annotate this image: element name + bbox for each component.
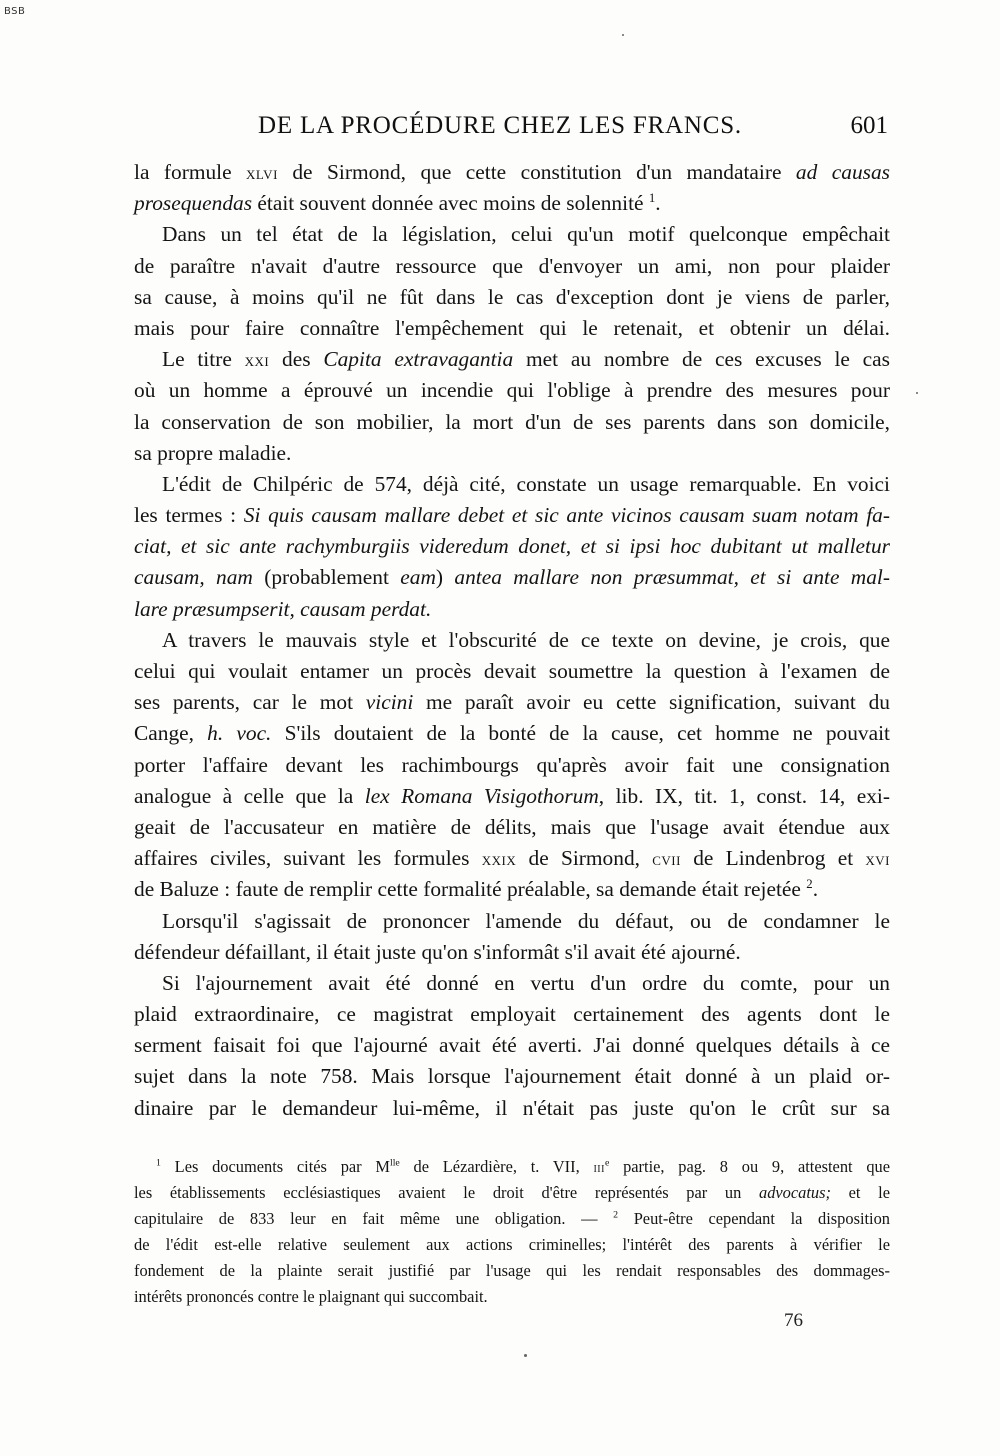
text-line: ciat, et sic ante rachymburgiis videredum donet, et si ipsi hoc dubitant ut malletur [134,534,890,559]
text-line: Cange, h. voc. S'ils doutaient de la bonté de la cause, cet homme ne pouvait [134,721,891,746]
text-line: dinaire par le demandeur lui-même, il n'était pas juste qu'on le crût sur sa [134,1095,890,1120]
footnote-line: intérêts prononcés contre le plaignant qui succombait. [134,1287,488,1306]
text-line: porter l'affaire devant les rachimbourgs qu'après avoir fait une consignation [134,752,890,777]
text-line: plaid extraordinaire, ce magistrat employait certainement des agents dont le [134,1002,890,1027]
text-line: L'édit de Chilpéric de 574, déjà cité, constate un usage remarquable. En voici [162,471,890,496]
text-line: les termes : Si quis causam mallare debet et sic ante vicinos causam suam notam fa- [134,503,891,528]
footnote-line: de l'édit est-elle relative seulement aux actions criminelles; l'intérêt des parents à vérifier le [134,1235,890,1254]
text-line: Dans un tel état de la législation, celui qu'un motif quelconque empêchait [162,222,890,247]
text-line: A travers le mauvais style et l'obscurité de ce texte on devine, je crois, que [162,627,890,652]
footnote-ref: 1 [648,191,656,206]
text-line: mais pour faire connaître l'empêchement qui le retenait, et obtenir un délai. [134,315,890,340]
text-line: lare præsumpserit, causam perdat. [134,596,432,621]
page-header [0,112,1000,152]
text-line: causam, nam (probablement eam) antea mallare non præsummat, et si ante mal- [134,565,890,590]
library-stamp: BSB [4,6,26,17]
main-text [134,157,890,1124]
text-line: ses parents, car le mot vicini me paraît avoir eu cette signification, suivant du [134,690,890,715]
text-line: Si l'ajournement avait été donné en vertu d'un ordre du comte, pour un [162,970,890,995]
text-line: de paraître n'avait d'autre ressource que d'envoyer un ami, non pour plaider [134,253,890,278]
paper-speck [622,34,624,36]
paper-speck [916,392,918,394]
footnote-line: fondement de la plainte serait justifié par l'usage qui les rendait responsables des dommages- [134,1261,890,1280]
text-line: analogue à celle que la lex Romana Visigothorum, lib. IX, tit. 1, const. 14, exi- [134,783,890,808]
text-line: affaires civiles, suivant les formules xxix de Sirmond, cvii de Lindenbrog et xvi [134,846,890,871]
text-line: celui qui voulait entamer un procès devait soumettre la question à l'examen de [134,659,890,683]
signature-mark: 76 [784,1310,803,1331]
text-line: sa propre maladie. [134,440,292,465]
footnote-line: $^1$ Les documents cités par $M^{lle}$ de Lézardière, t. VII, iii$^e$ partie, pag. 8 ou 9, attestent que [156,1157,891,1176]
text-line: serment faisait foi que l'ajourné avait été averti. J'ai donné quelques détails à ce [134,1033,890,1058]
footnote-ref: 2 [806,877,813,892]
text-line: Lorsqu'il s'agissait de prononcer l'amende du défaut, ou de condamner le [162,908,890,933]
page-number: 601 [850,112,888,139]
text-line: prosequendas était souvent donnée avec moins de solennité $^1$. [134,191,661,216]
text-line: de Baluze : faute de remplir cette formalité préalable, sa demande était rejetée $^2$. [134,877,819,902]
text-line: où un homme a éprouvé un incendie qui l'oblige à prendre des mesures pour [134,378,890,403]
text-line: la conservation de son mobilier, la mort d'un de ses parents dans son domicile, [134,409,890,434]
footnotes [134,1154,890,1310]
text-line: geait de l'accusateur en matière de délits, mais que l'usage avait étendue aux [134,814,890,839]
running-title: DE LA PROCÉDURE CHEZ LES FRANCS. [258,112,742,139]
text-line: sujet dans la note 758. Mais lorsque l'ajournement était donné à un plaid or- [134,1064,890,1089]
text-line: la formule xlvi de Sirmond, que cette constitution d'un mandataire ad causas [134,160,890,184]
paper-speck [524,1354,527,1357]
text-line: Le titre xxi des Capita extravagantia met au nombre de ces excuses le cas [162,347,890,372]
text-line: sa cause, à moins qu'il ne fût dans le cas d'exception dont je viens de parler, [134,284,890,309]
footnote-line: les établissements ecclésiastiques avaient le droit d'être représentés par un advocatus; et le [134,1183,890,1202]
text-line: défendeur défaillant, il était juste qu'on s'informât s'il avait été ajourné. [134,939,741,964]
footnote-line: capitulaire de 833 leur en fait même une obligation. — $^2$ Peut-être cependant la disposition [134,1209,890,1228]
